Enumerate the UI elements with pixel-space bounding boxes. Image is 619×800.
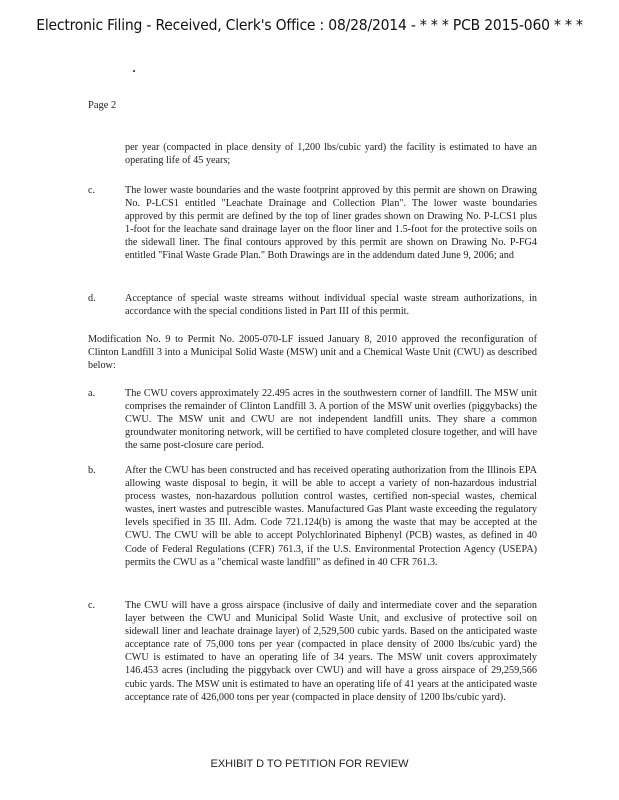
item-d-marker: d. — [88, 293, 96, 304]
electronic-filing-stamp: Electronic Filing - Received, Clerk's Office : 08/28/2014 - * * * PCB 2015-060 * * * — [36, 16, 583, 34]
intro-continued-paragraph: per year (compacted in place density of 1,200 lbs/cubic yard) the facility is estimated to have an operating life of 45 years; — [125, 142, 537, 167]
item-b-paragraph: After the CWU has been constructed and has received operating authorization from the Illinois EPA allowing waste disposal to begin, it will be able to accept a variety of non-hazardous industrial process wastes, non-hazardous pollution control wastes, certified non-special wastes, chemical wastes, inert wastes and putrescible wastes. Manufactured Gas Plant waste exceeding the regulatory levels specified in 35 Ill. Adm. Code 721.124(b) is among the waste that may be accepted at the CWU. The CWU will be able to accept Polychlorinated Biphenyl (PCB) wastes, as defined in 40 Code of Federal Regulations (CFR) 761.3, if the U.S. Environmental Protection Agency (USEPA) permits the CWU as a "chemical waste landfill" as defined in 40 CFR 761.3. — [125, 465, 537, 568]
page-number: Page 2 — [88, 100, 117, 111]
modification-paragraph: Modification No. 9 to Permit No. 2005-070-LF issued January 8, 2010 approved the reconfiguration of Clinton Landfill 3 into a Municipal Solid Waste (MSW) unit and a Chemical Waste Unit (CWU) as described below: — [88, 334, 537, 372]
item-c2-marker: c. — [88, 600, 96, 611]
exhibit-footer: EXHIBIT D TO PETITION FOR REVIEW — [210, 758, 409, 770]
item-a-paragraph: The CWU covers approximately 22.495 acres in the southwestern corner of landfill. The MSW unit comprises the remainder of Clinton Landfill 3. A portion of the MSW unit overlies (piggybacks) the CWU. The MSW unit and CWU are not independent landfill units. They share a common groundwater monitoring network, will be certified to have completed closure together, and will have the same post-closure care period. — [125, 388, 537, 452]
item-a-marker: a. — [88, 388, 96, 399]
item-c-marker: c. — [88, 185, 96, 196]
scan-speck — [133, 70, 135, 72]
item-c-paragraph: The lower waste boundaries and the waste footprint approved by this permit are shown on Drawing No. P-LCS1 entitled "Leachate Drainage and Collection Plan". The lower waste boundaries approved by this permit are defined by the top of liner grades shown on Drawing No. P-LCS1 plus 1-foot for the leachate sand drainage layer on the floor liner and 1.5-foot for the protective soils on the sidewall liner. The final contours approved by this permit are shown on Drawing No. P-FG4 entitled "Final Waste Grade Plan." Both Drawings are in the addendum dated June 9, 2006; and — [125, 185, 537, 262]
item-d-paragraph: Acceptance of special waste streams without individual special waste stream authorizations, in accordance with the special conditions listed in Part III of this permit. — [125, 293, 537, 318]
item-c2-paragraph: The CWU will have a gross airspace (inclusive of daily and intermediate cover and the separation layer between the CWU and Municipal Solid Waste Unit, and exclusive of protective soil on sidewall liner and leachate drainage layer) of 2,529,500 cubic yards. Based on the anticipated waste acceptance rate of 75,000 tons per year (compacted in place density of 2000 lbs/cubic yard) the CWU is estimated to have an operating life of 34 years. The MSW unit covers approximately 146.453 acres (including the piggyback over CWU) and will have a gross airspace of 29,259,566 cubic yards. The MSW unit is estimated to have an operating life of 41 years at the anticipated waste acceptance rate of 426,000 tons per year (compacted in place density of 1200 lbs/cubic yard). — [125, 600, 537, 703]
item-b-marker: b. — [88, 465, 96, 476]
